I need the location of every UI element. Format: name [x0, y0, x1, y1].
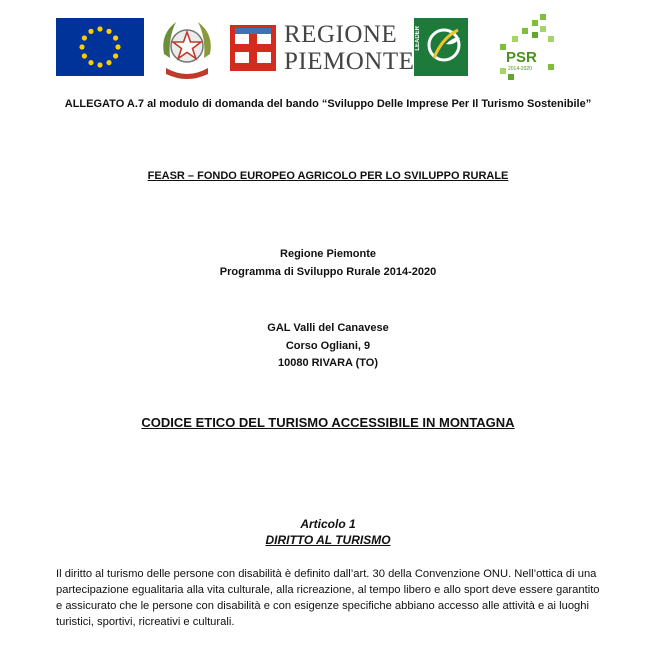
fund-title: FEASR – FONDO EUROPEO AGRICOLO PER LO SVILUPPO RURALE	[147, 170, 509, 182]
article-body: Il diritto al turismo delle persone con disabilità è definito dall’art. 30 della Convenzione ONU. Nell’ottica di una partecipazione egualitaria alla vita culturale, alla ricreazione, al tempo libero e allo sport deve essere garantito e assicurato che le persone con disabilità e con esigenze specifiche abbiano accesso alle attività e ai luoghi turistici, sportivi, ricreativi e culturali.	[56, 568, 600, 628]
region-name: Regione Piemonte	[280, 248, 376, 260]
regione-logo-text-line1: REGIONE	[284, 21, 398, 48]
gal-address: Corso Ogliani, 9	[285, 340, 371, 352]
logo-bar	[0, 14, 656, 84]
eu-flag-logo	[56, 18, 144, 76]
psr-logo	[498, 14, 560, 80]
psr-logo-subtext: 2014-2020	[508, 66, 532, 72]
italian-republic-emblem-logo	[156, 14, 218, 82]
annex-line: ALLEGATO A.7 al modulo di domanda del bando “Sviluppo Delle Imprese Per Il Turismo Sostenibile”	[64, 98, 592, 110]
gal-name: GAL Valli del Canavese	[267, 322, 389, 334]
leader-logo-text: LEADER	[415, 26, 421, 51]
regione-piemonte-logo	[230, 20, 415, 76]
code-title: CODICE ETICO DEL TURISMO ACCESSIBILE IN MONTAGNA	[141, 415, 515, 430]
leader-logo	[414, 18, 468, 76]
article-title: DIRITTO AL TURISMO	[265, 533, 391, 547]
psr-logo-text: PSR	[506, 49, 537, 66]
regione-logo-text-line2: PIEMONTE	[284, 48, 415, 75]
gal-city: 10080 RIVARA (TO)	[277, 357, 379, 369]
piemonte-shield-icon	[230, 25, 276, 71]
program-name: Programma di Sviluppo Rurale 2014-2020	[219, 266, 437, 278]
article-number: Articolo 1	[300, 517, 356, 531]
